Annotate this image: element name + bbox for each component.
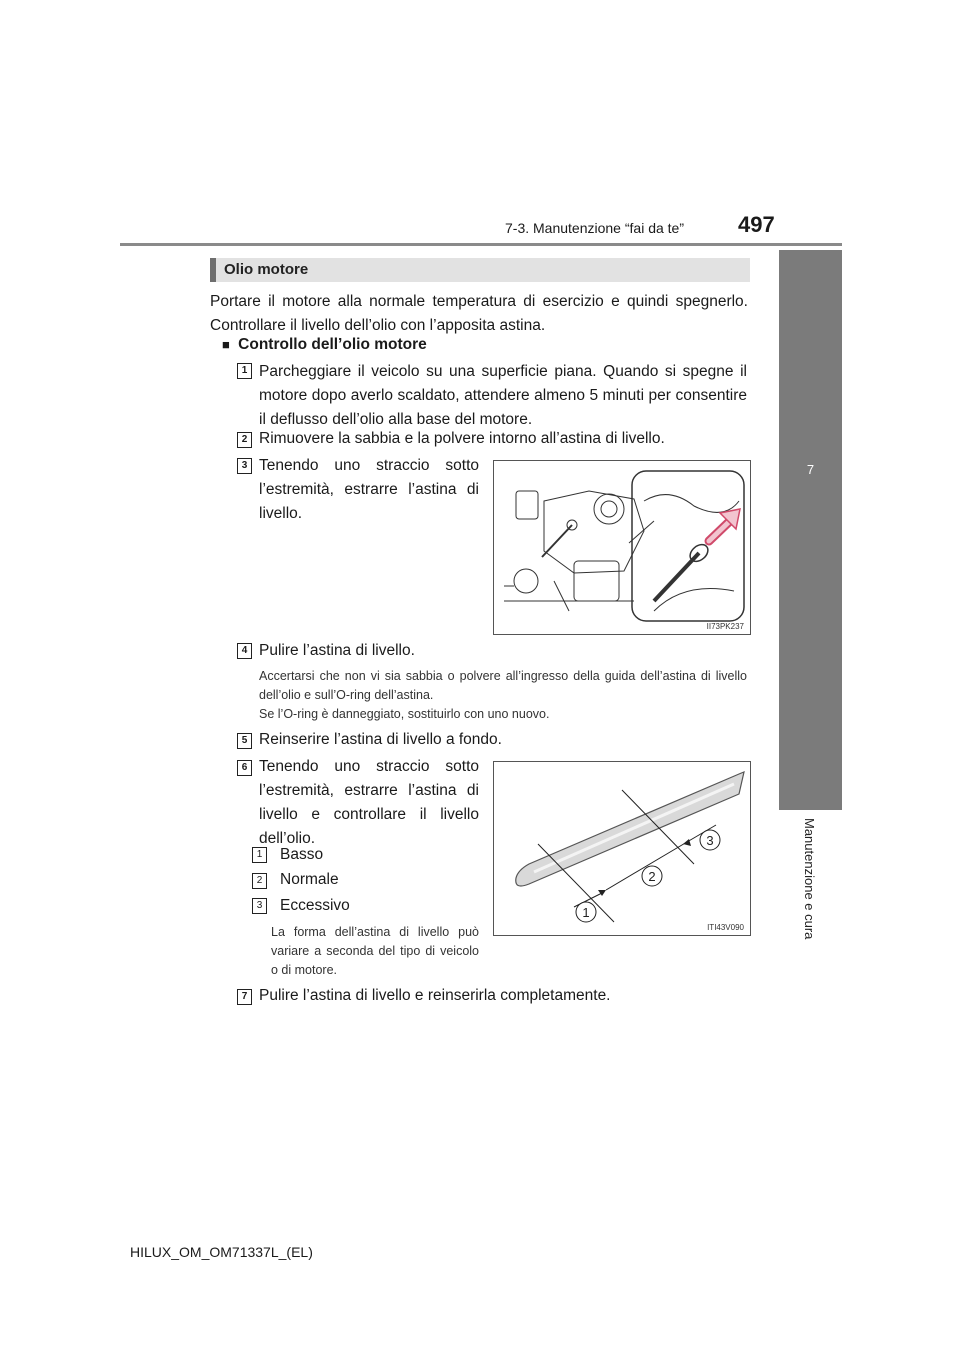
engine-bay-figure [493,460,751,635]
callout-label: 3 [706,833,714,848]
chapter-title: Manutenzione e cura [802,818,817,940]
document-code: HILUX_OM_OM71337L_(EL) [130,1244,313,1260]
dipstick-figure [493,761,751,936]
level-number: 2 [252,873,267,889]
chapter-tab [779,250,842,810]
header-divider [120,243,842,246]
step-number: 1 [237,363,252,379]
pull-arrow-icon [709,509,740,541]
step-number: 6 [237,760,252,776]
intro-paragraph: Portare il motore alla normale temperatura di esercizio e quindi spegnerlo. Controllare il livello dell’olio con l’apposita astina. [210,293,748,334]
step-number: 3 [237,458,252,474]
engine-cap-inner [601,501,617,517]
step-note: Accertarsi che non vi sia sabbia o polvere all’ingresso della guida dell’astina di livello dell’olio e sull’O-ring dell’astina. [259,669,747,702]
step-note: La forma dell’astina di livello può variare a seconda del tipo di veicolo o di motore. [271,925,479,977]
engine-component [516,491,538,519]
page-number: 497 [738,212,775,237]
engine-bay-illustration [494,461,750,634]
step-number: 5 [237,733,252,749]
dipstick-highlight [534,784,734,872]
section-accent [210,258,216,282]
step-number: 7 [237,989,252,1005]
level-label: Normale [280,871,339,888]
dipstick-small [542,525,572,557]
engine-part-round [514,569,538,593]
step-text: Pulire l’astina di livello e reinserirla completamente. [259,987,611,1004]
step-text: Tenendo uno straccio sotto l’estremità, estrarre l’astina di livello e controllare il livello dell’olio. [259,758,479,847]
figure-code: II73PK237 [706,622,744,631]
chapter-side-label [779,818,842,968]
subsection-heading [222,336,427,354]
reservoir [574,561,619,601]
step-text: Tenendo uno straccio sotto l’estremità, estrarre l’astina di livello. [259,457,479,522]
level-number: 1 [252,847,267,863]
step-note: Se l’O-ring è danneggiato, sostituirlo con uno nuovo. [259,707,550,721]
figure-code: ITI43V090 [707,923,744,932]
engine-lines [504,581,634,611]
chapter-number: 7 [806,462,815,477]
step-number: 2 [237,432,252,448]
arrow-low-icon [598,890,606,896]
running-header: 7-3. Manutenzione “fai da te” [505,220,684,236]
zoom-panel [632,471,744,621]
level-label: Eccessivo [280,897,350,914]
level-number: 3 [252,898,267,914]
engine-cap [594,494,624,524]
section-heading [210,258,750,282]
step-text: Reinserire l’astina di livello a fondo. [259,731,502,748]
dipstick-illustration [494,762,750,935]
dipstick-handle-small [567,520,577,530]
level-label: Basso [280,846,324,863]
step-text: Rimuovere la sabbia e la polvere intorno all’astina di livello. [259,430,665,447]
subsection-marker: ■ [222,337,230,352]
callout-label: 2 [648,869,656,884]
section-title: Olio motore [224,261,309,278]
step-text: Parcheggiare il veicolo su una superficie piana. Quando si spegne il motore dopo averlo scaldato, attendere almeno 5 minuti per consentire il deflusso dell’olio alla base del motore. [259,363,747,428]
callout-label: 1 [582,905,590,920]
step-text: Pulire l’astina di livello. [259,642,415,659]
subsection-title: Controllo dell’olio motore [238,336,427,353]
step-number: 4 [237,643,252,659]
